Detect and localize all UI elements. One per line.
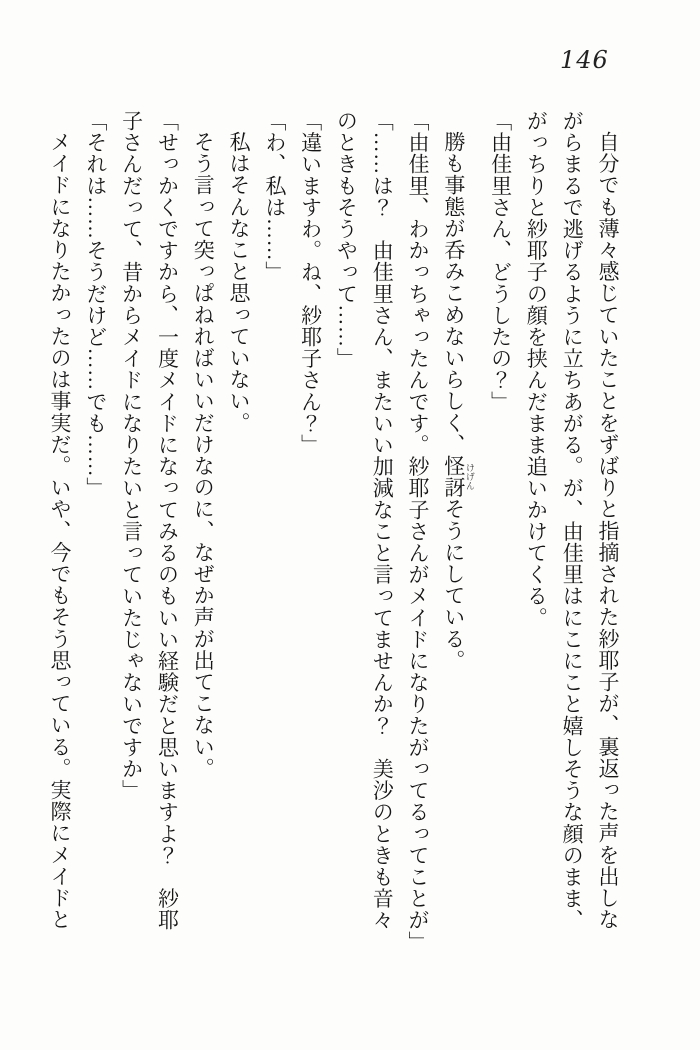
text-line: そう言って突っぱねればいいだけなのに、なぜか声が出てこない。 xyxy=(191,131,216,779)
text-line: 私はそんなこと思っていない。 xyxy=(227,131,252,434)
vertical-text-block xyxy=(49,110,618,985)
page-number: 146 xyxy=(560,46,609,74)
text-segment: そうにしている。 xyxy=(441,498,466,672)
text-line: 自分でも薄々感じていたことをずばりと指摘された紗耶子が、裏返った声を出しな xyxy=(596,131,620,931)
text-line: 「違いますわ。ね、紗耶子さん？」 xyxy=(298,110,323,456)
text-line: 「由佳里、わかっちゃったんです。紗耶子さんがメイドになりたがってるってことが」 xyxy=(406,110,431,953)
text-line: 「せっかくですから、一度メイドになってみるのもいい経験だと思いますよ？ 紗耶 xyxy=(155,110,180,931)
ruby-annotation xyxy=(441,455,475,499)
text-line: 「わ、私は……」 xyxy=(262,110,287,283)
ruby-furigana: けげん xyxy=(464,455,475,499)
text-line: がっちりと紗耶子の顔を挟んだまま追いかけてくる。 xyxy=(524,110,549,629)
text-line: 「……は？ 由佳里さん、またいい加減なこと言ってませんか？ 美沙のときも音々 xyxy=(370,110,395,931)
text-line: メイドになりたかったのは事実だ。いや、今でもそう思っている。実際にメイドと xyxy=(48,131,73,931)
text-line: がらまるで逃げるように立ちあがる。が、由佳里はにこにこと嬉しそうな顔のまま、 xyxy=(560,110,585,931)
text-segment: 勝も事態が呑みこめないらしく、 xyxy=(441,131,466,455)
text-line: 子さんだって、昔からメイドになりたいと言っていたじゃないですか」 xyxy=(119,110,144,802)
text-line: のときもそうやって……」 xyxy=(334,110,359,370)
text-line xyxy=(443,131,475,985)
text-line: 「由佳里さん、どうしたの？」 xyxy=(488,110,513,413)
ruby-base: 怪訝 xyxy=(441,455,466,499)
text-line: 「それは……そうだけど……でも……」 xyxy=(83,110,108,499)
